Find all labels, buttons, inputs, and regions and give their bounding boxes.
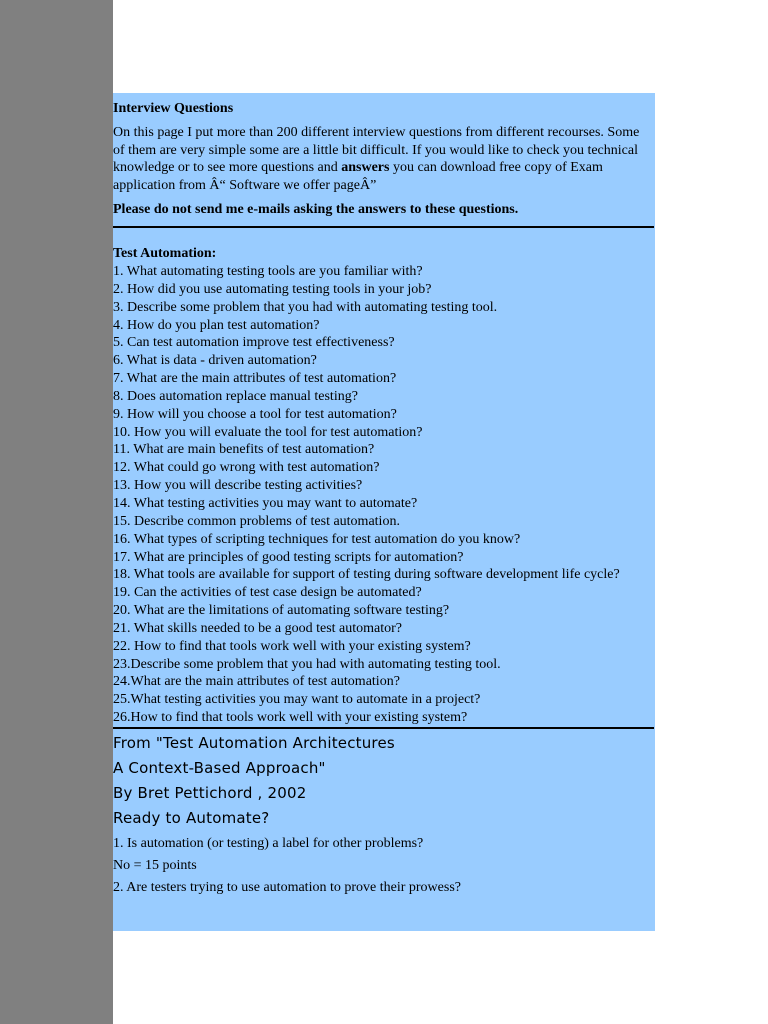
- question-item: 21. What skills needed to be a good test automator?: [113, 620, 403, 636]
- divider: [113, 226, 654, 228]
- question-item: 19. Can the activities of test case design be automated?: [113, 585, 422, 601]
- intro-answers-bold: answers: [341, 160, 390, 175]
- question-item: 18. What tools are available for support of testing during software development life cycle?: [113, 567, 620, 583]
- question-item: 8. Does automation replace manual testing?: [113, 388, 358, 404]
- intro-text-2: you can download free copy of Exam application from Â“ Software we offer pageÂ”: [113, 160, 603, 193]
- question-item: 13. How you will describe testing activities?: [113, 478, 363, 494]
- question-item: 9. How will you choose a tool for test automation?: [113, 406, 397, 422]
- ready-score-1: No = 15 points: [113, 857, 197, 873]
- question-item: 12. What could go wrong with test automation?: [113, 460, 380, 476]
- question-item: 26.How to find that tools work well with your existing system?: [113, 710, 468, 726]
- question-item: 22. How to find that tools work well with your existing system?: [113, 638, 471, 654]
- question-item: 5. Can test automation improve test effectiveness?: [113, 335, 395, 351]
- question-item: 4. How do you plan test automation?: [113, 317, 320, 333]
- question-item: 16. What types of scripting techniques for test automation do you know?: [113, 531, 521, 547]
- question-item: 24.What are the main attributes of test automation?: [113, 674, 400, 690]
- ready-question-1: 1. Is automation (or testing) a label for other problems?: [113, 835, 424, 851]
- source-heading-line-1: From "Test Automation Architectures: [113, 733, 395, 752]
- question-list: [113, 263, 654, 727]
- source-heading-line-2: A Context-Based Approach": [113, 758, 326, 777]
- question-item: 20. What are the limitations of automating software testing?: [113, 603, 450, 619]
- section-title: Test Automation:: [113, 246, 217, 261]
- warning-text: Please do not send me e-mails asking the answers to these questions.: [113, 202, 519, 217]
- question-item: 25.What testing activities you may want to automate in a project?: [113, 692, 481, 708]
- ready-question-2: 2. Are testers trying to use automation to prove their prowess?: [113, 879, 461, 895]
- question-item: 2. How did you use automating testing tools in your job?: [113, 281, 432, 297]
- question-item: 17. What are principles of good testing scripts for automation?: [113, 549, 464, 565]
- document-panel: [113, 93, 655, 931]
- question-item: 14. What testing activities you may want to automate?: [113, 495, 418, 511]
- question-item: 3. Describe some problem that you had with automating testing tool.: [113, 299, 498, 315]
- question-item: 7. What are the main attributes of test automation?: [113, 371, 397, 387]
- ready-to-automate-heading: Ready to Automate?: [113, 808, 270, 827]
- page-title: Interview Questions: [113, 101, 234, 116]
- source-author-line: By Bret Pettichord , 2002: [113, 783, 307, 802]
- question-item: 23.Describe some problem that you had with automating testing tool.: [113, 656, 501, 672]
- left-gray-bar: [0, 0, 113, 1024]
- question-item: 10. How you will evaluate the tool for test automation?: [113, 424, 423, 440]
- question-item: 11. What are main benefits of test automation?: [113, 442, 375, 458]
- question-item: 1. What automating testing tools are you familiar with?: [113, 264, 423, 279]
- question-item: 6. What is data - driven automation?: [113, 353, 317, 369]
- intro-paragraph: [113, 124, 654, 194]
- question-item: 15. Describe common problems of test automation.: [113, 513, 400, 529]
- document-content: [113, 100, 655, 897]
- divider: [113, 727, 654, 729]
- intro-text-1: On this page I put more than 200 different interview questions from different recourses. Some of them are very simple some are a little bit difficult. If you would like to check you technical knowledge or to see more questions and: [113, 125, 640, 175]
